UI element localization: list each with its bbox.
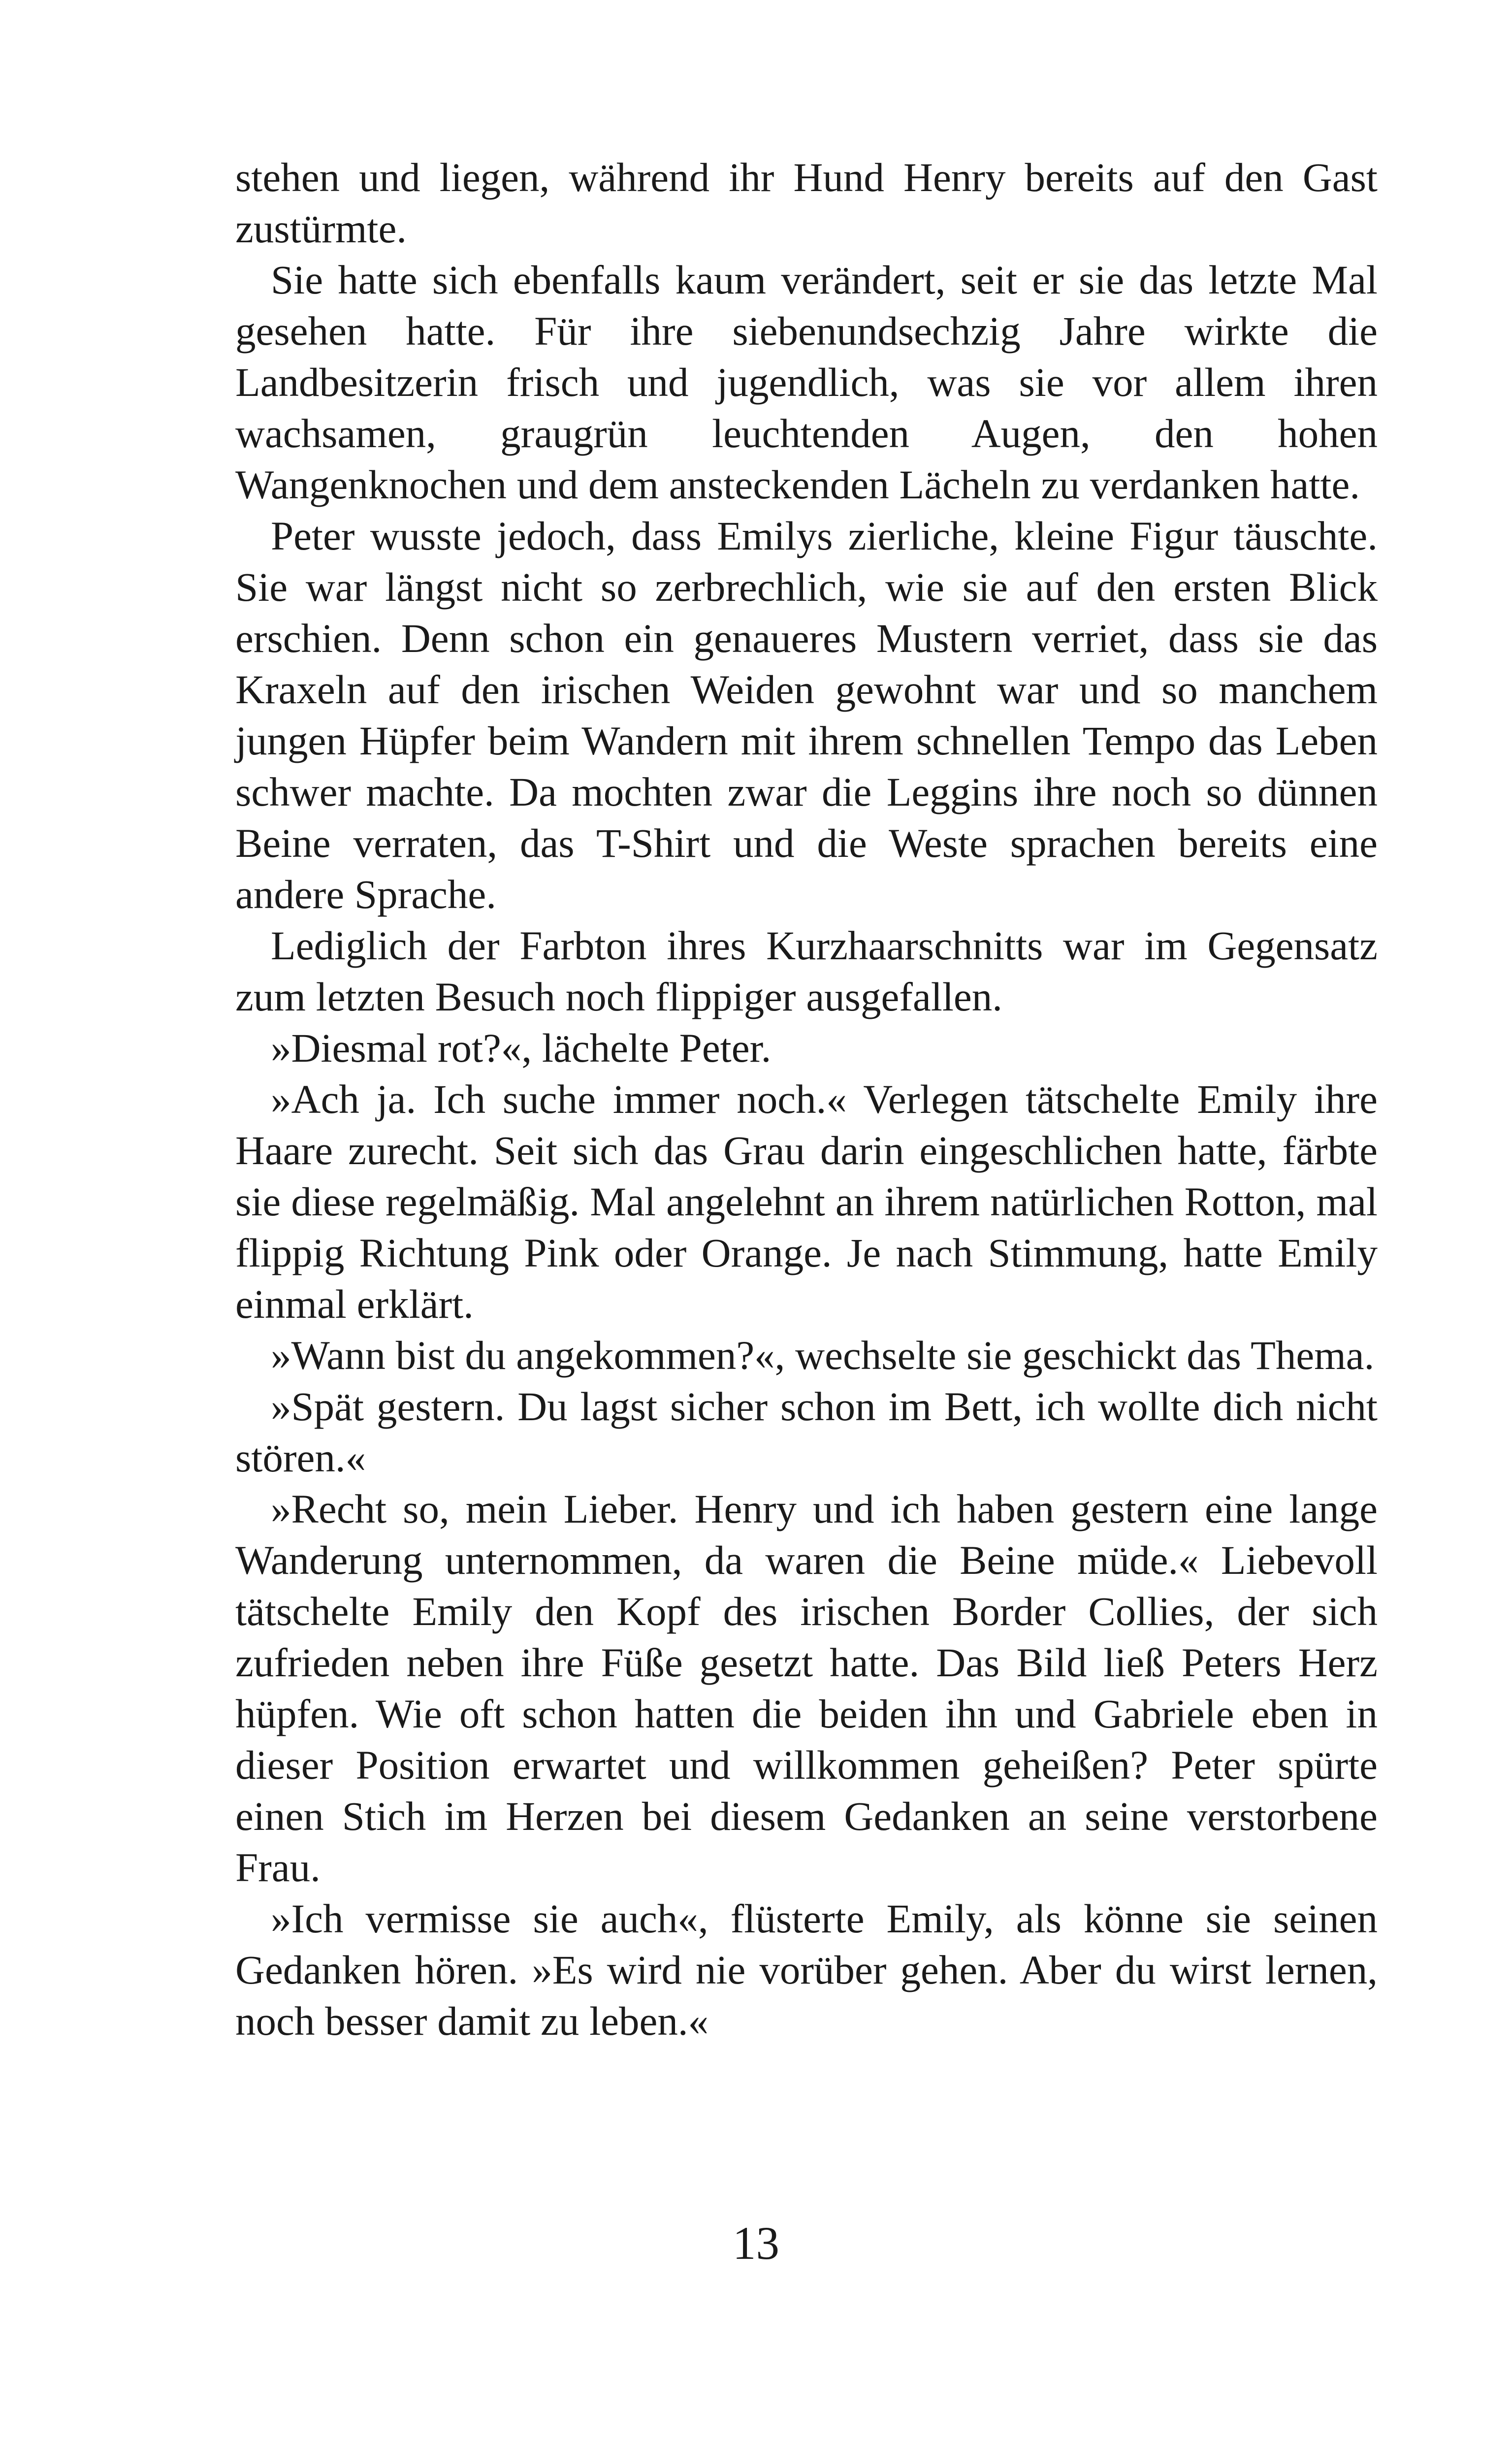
paragraph: »Spät gestern. Du lagst sicher schon im Bett, ich wollte dich nicht stören.« <box>235 1384 1378 1480</box>
paragraph: Lediglich der Farbton ihres Kurzhaarschnitts war im Gegensatz zum letzten Besuch noch flippiger ausgefallen. <box>235 923 1378 1019</box>
paragraph: »Wann bist du angekommen?«, wechselte sie geschickt das Thema. <box>271 1333 1375 1378</box>
page-number: 13 <box>733 2217 779 2269</box>
paragraph: stehen und liegen, während ihr Hund Henry bereits auf den Gast zustürmte. <box>235 155 1378 251</box>
body-text <box>235 152 1378 2047</box>
paragraph: Peter wusste jedoch, dass Emilys zierliche, kleine Figur täuschte. Sie war längst nicht so zerbrechlich, wie sie auf den ersten Blick erschien. Denn schon ein genaueres Mustern verriet, dass sie das Kraxeln auf den irischen Weiden gewohnt war und so manchem jungen Hüpfer beim Wandern mit ihrem schnellen Tempo das Leben schwer machte. Da mochten zwar die Leggins ihre noch so dünnen Beine verraten, das T-Shirt und die Weste sprachen bereits eine andere Sprache. <box>235 513 1378 917</box>
paragraph: »Ach ja. Ich suche immer noch.« Verlegen tätschelte Emily ihre Haare zurecht. Seit sich das Grau darin eingeschlichen hatte, färbte sie diese regelmäßig. Mal angelehnt an ihrem natürlichen Rotton, mal flippig Richtung Pink oder Orange. Je nach Stimmung, hatte Emily einmal erklärt. <box>235 1076 1378 1327</box>
paragraph: »Ich vermisse sie auch«, flüsterte Emily, als könne sie seinen Gedanken hören. »Es wird nie vorüber gehen. Aber du wirst lernen, noch besser damit zu leben.« <box>235 1896 1378 2044</box>
paragraph: »Recht so, mein Lieber. Henry und ich haben gestern eine lange Wanderung unternommen, da waren die Beine müde.« Liebevoll tätschelte Emily den Kopf des irischen Border Collies, der sich zufrieden neben ihre Füße gesetzt hatte. Das Bild ließ Peters Herz hüpfen. Wie oft schon hatten die beiden ihn und Gabriele eben in dieser Position erwartet und willkommen geheißen? Peter spürte einen Stich im Herzen bei diesem Gedanken an seine verstorbene Frau. <box>235 1486 1378 1890</box>
paragraph: Sie hatte sich ebenfalls kaum verändert, seit er sie das letzte Mal gesehen hatte. Für ihre siebenundsechzig Jahre wirkte die Landbesitzerin frisch und jugendlich, was sie vor allem ihren wachsamen, graugrün leuchtenden Augen, den hohen Wangenknochen und dem ansteckenden Lächeln zu verdanken hatte. <box>235 257 1378 507</box>
paragraph: »Diesmal rot?«, lächelte Peter. <box>271 1025 772 1071</box>
